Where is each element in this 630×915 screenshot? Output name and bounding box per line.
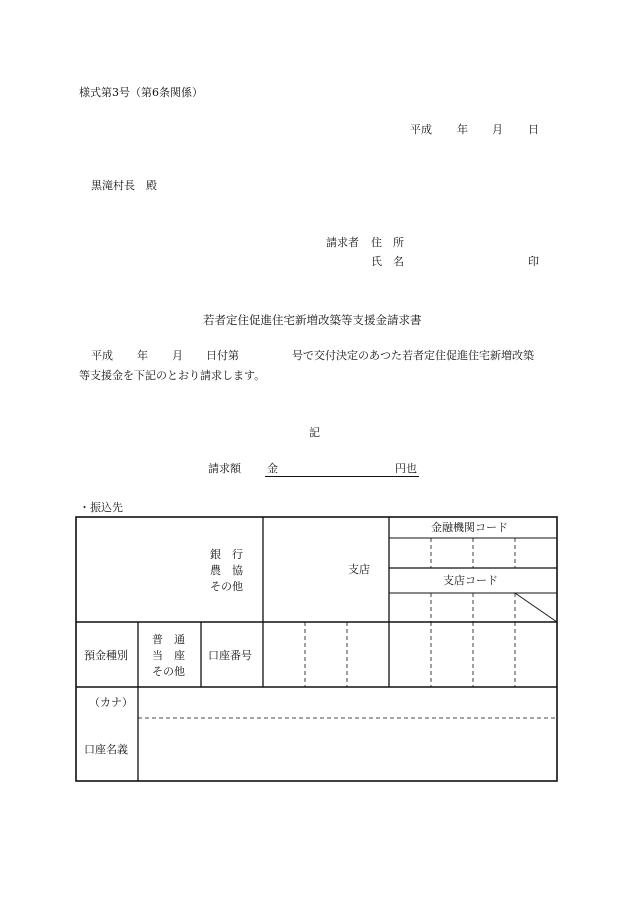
body-dayref: 日付第	[206, 349, 239, 362]
body-line1-rest: 号で交付決定のあつた若者定住促進住宅新増改築	[292, 349, 534, 362]
deposit-type-label: 預金種別	[84, 649, 128, 662]
table-frame	[76, 517, 557, 781]
date-year: 年	[457, 123, 468, 136]
deposit-options	[152, 632, 185, 680]
addressee: 黒滝村長 殿	[91, 179, 157, 192]
kana-label: （カナ）	[89, 696, 133, 709]
deposit-ordinary[interactable]: 普 通	[152, 633, 185, 646]
account-name-label: 口座名義	[84, 743, 128, 756]
bank-type-coop[interactable]: 農 協	[210, 563, 243, 577]
claimant-name-label: 氏 名	[371, 255, 404, 268]
form-number: 様式第3号（第6条関係）	[79, 86, 203, 99]
seal-mark: 印	[528, 255, 539, 268]
deposit-current[interactable]: 当 座	[152, 648, 185, 662]
institution-code-label: 金融機関コード	[431, 521, 508, 534]
date-month: 月	[492, 123, 503, 136]
bank-type-options	[210, 547, 243, 595]
amount-kin: 金	[267, 462, 278, 475]
ki-heading: 記	[309, 426, 320, 439]
document-title: 若者定住促進住宅新増改築等支援金請求書	[203, 313, 422, 327]
amount-yen: 円也	[395, 462, 417, 475]
claimant-address-label: 住 所	[371, 236, 404, 249]
amount-label: 請求額	[208, 462, 241, 475]
body-era: 平成	[91, 349, 113, 362]
branch-label: 支店	[348, 563, 370, 576]
transfer-label: ・振込先	[79, 501, 123, 514]
body-month: 月	[172, 349, 183, 362]
branch-code-label: 支店コード	[443, 574, 498, 587]
date-era: 平成	[410, 123, 432, 136]
bank-type-bank[interactable]: 銀 行	[210, 548, 243, 561]
date-day: 日	[528, 123, 539, 136]
claimant-label: 請求者	[326, 236, 359, 249]
deposit-other[interactable]: その他	[152, 664, 185, 678]
body-line2: 等支援金を下記のとおり請求します。	[79, 369, 266, 382]
account-number-label: 口座番号	[208, 649, 252, 662]
body-year: 年	[137, 349, 148, 362]
bank-type-other[interactable]: その他	[210, 579, 243, 593]
